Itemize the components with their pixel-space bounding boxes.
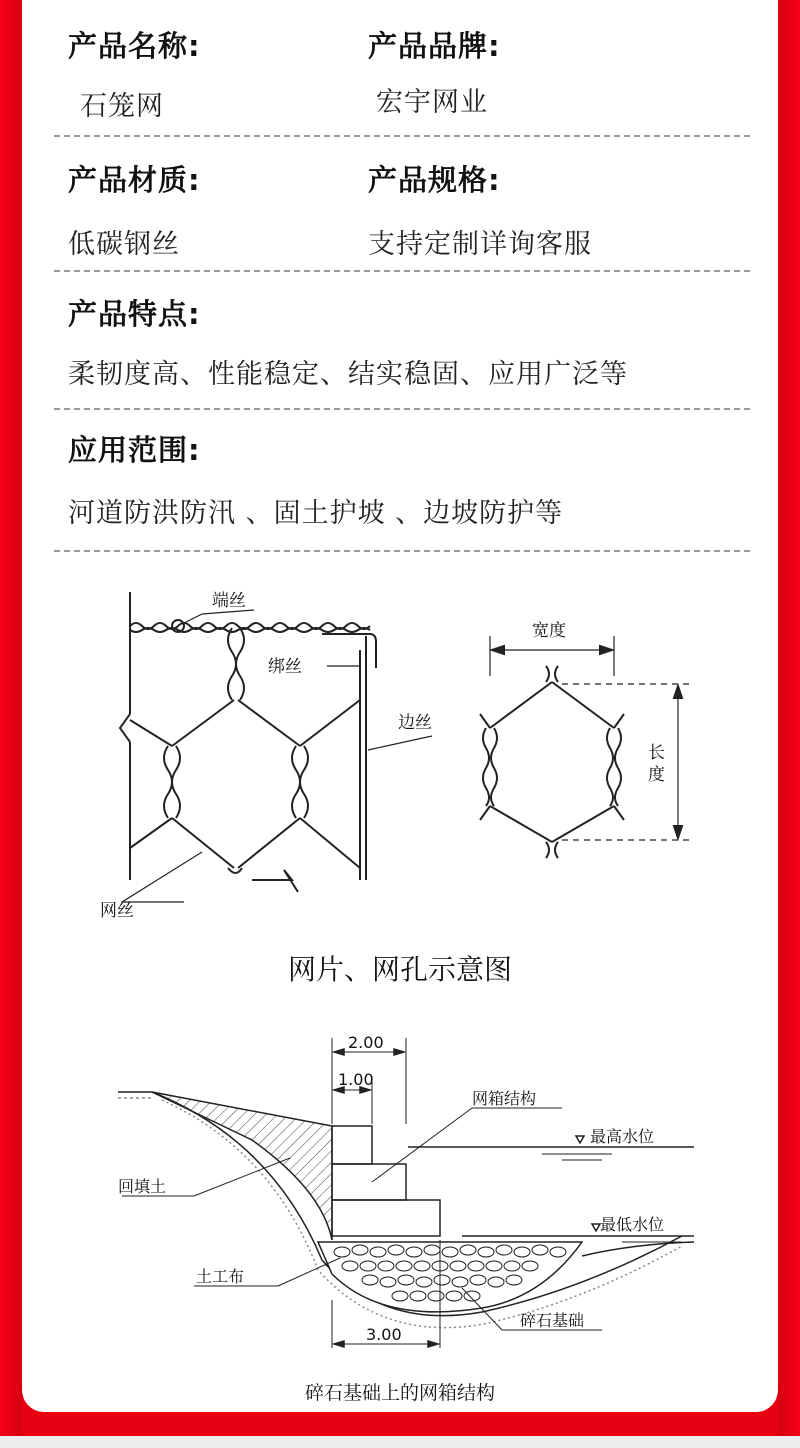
- box-structure-label: 网箱结构: [472, 1089, 537, 1108]
- name-value: 石笼网: [80, 91, 164, 122]
- name-label: 产品名称:: [68, 29, 201, 63]
- feature-value: 柔韧度高、性能稳定、结实稳固、应用广泛等: [68, 359, 628, 390]
- material-value: 低碳钢丝: [68, 229, 180, 260]
- end-wire-label: 端丝: [212, 591, 246, 611]
- section-diagram: [22, 1030, 778, 1360]
- dim-top: 2.00: [348, 1033, 384, 1052]
- edge-wire-label: 边丝: [398, 713, 432, 733]
- length-label-2: 度: [648, 765, 665, 785]
- mesh-wire-label: 网丝: [100, 901, 134, 920]
- gravel-base-label: 碎石基础: [520, 1311, 585, 1330]
- bottom-strip: [0, 1436, 800, 1448]
- length-label-1: 长: [648, 743, 665, 763]
- usage-label: 应用范围:: [68, 433, 201, 467]
- mesh-diagram: [22, 580, 778, 920]
- backfill-label: 回填土: [118, 1177, 167, 1196]
- brand-value: 宏宇网业: [376, 87, 488, 118]
- spec-label: 产品规格:: [368, 163, 501, 197]
- dim-mid: 1.00: [338, 1070, 374, 1089]
- divider: [54, 135, 750, 137]
- feature-label: 产品特点:: [68, 297, 201, 331]
- lowest-water-label: 最低水位: [600, 1215, 665, 1234]
- brand-label: 产品品牌:: [368, 29, 501, 63]
- usage-value: 河道防洪防汛 、固土护坡 、边坡防护等: [68, 498, 564, 529]
- section-caption: 碎石基础上的网箱结构: [304, 1382, 495, 1404]
- mesh-caption: 网片、网孔示意图: [287, 953, 512, 986]
- width-label: 宽度: [532, 621, 566, 641]
- geotextile-label: 土工布: [196, 1267, 245, 1286]
- tie-wire-label: 绑丝: [268, 657, 302, 677]
- divider: [54, 270, 750, 272]
- dim-bottom: 3.00: [366, 1325, 402, 1344]
- content-card: [22, 0, 778, 1412]
- highest-water-label: 最高水位: [590, 1127, 655, 1146]
- material-label: 产品材质:: [68, 163, 201, 197]
- spec-value: 支持定制详询客服: [368, 229, 592, 260]
- divider: [54, 408, 750, 410]
- divider: [54, 550, 750, 552]
